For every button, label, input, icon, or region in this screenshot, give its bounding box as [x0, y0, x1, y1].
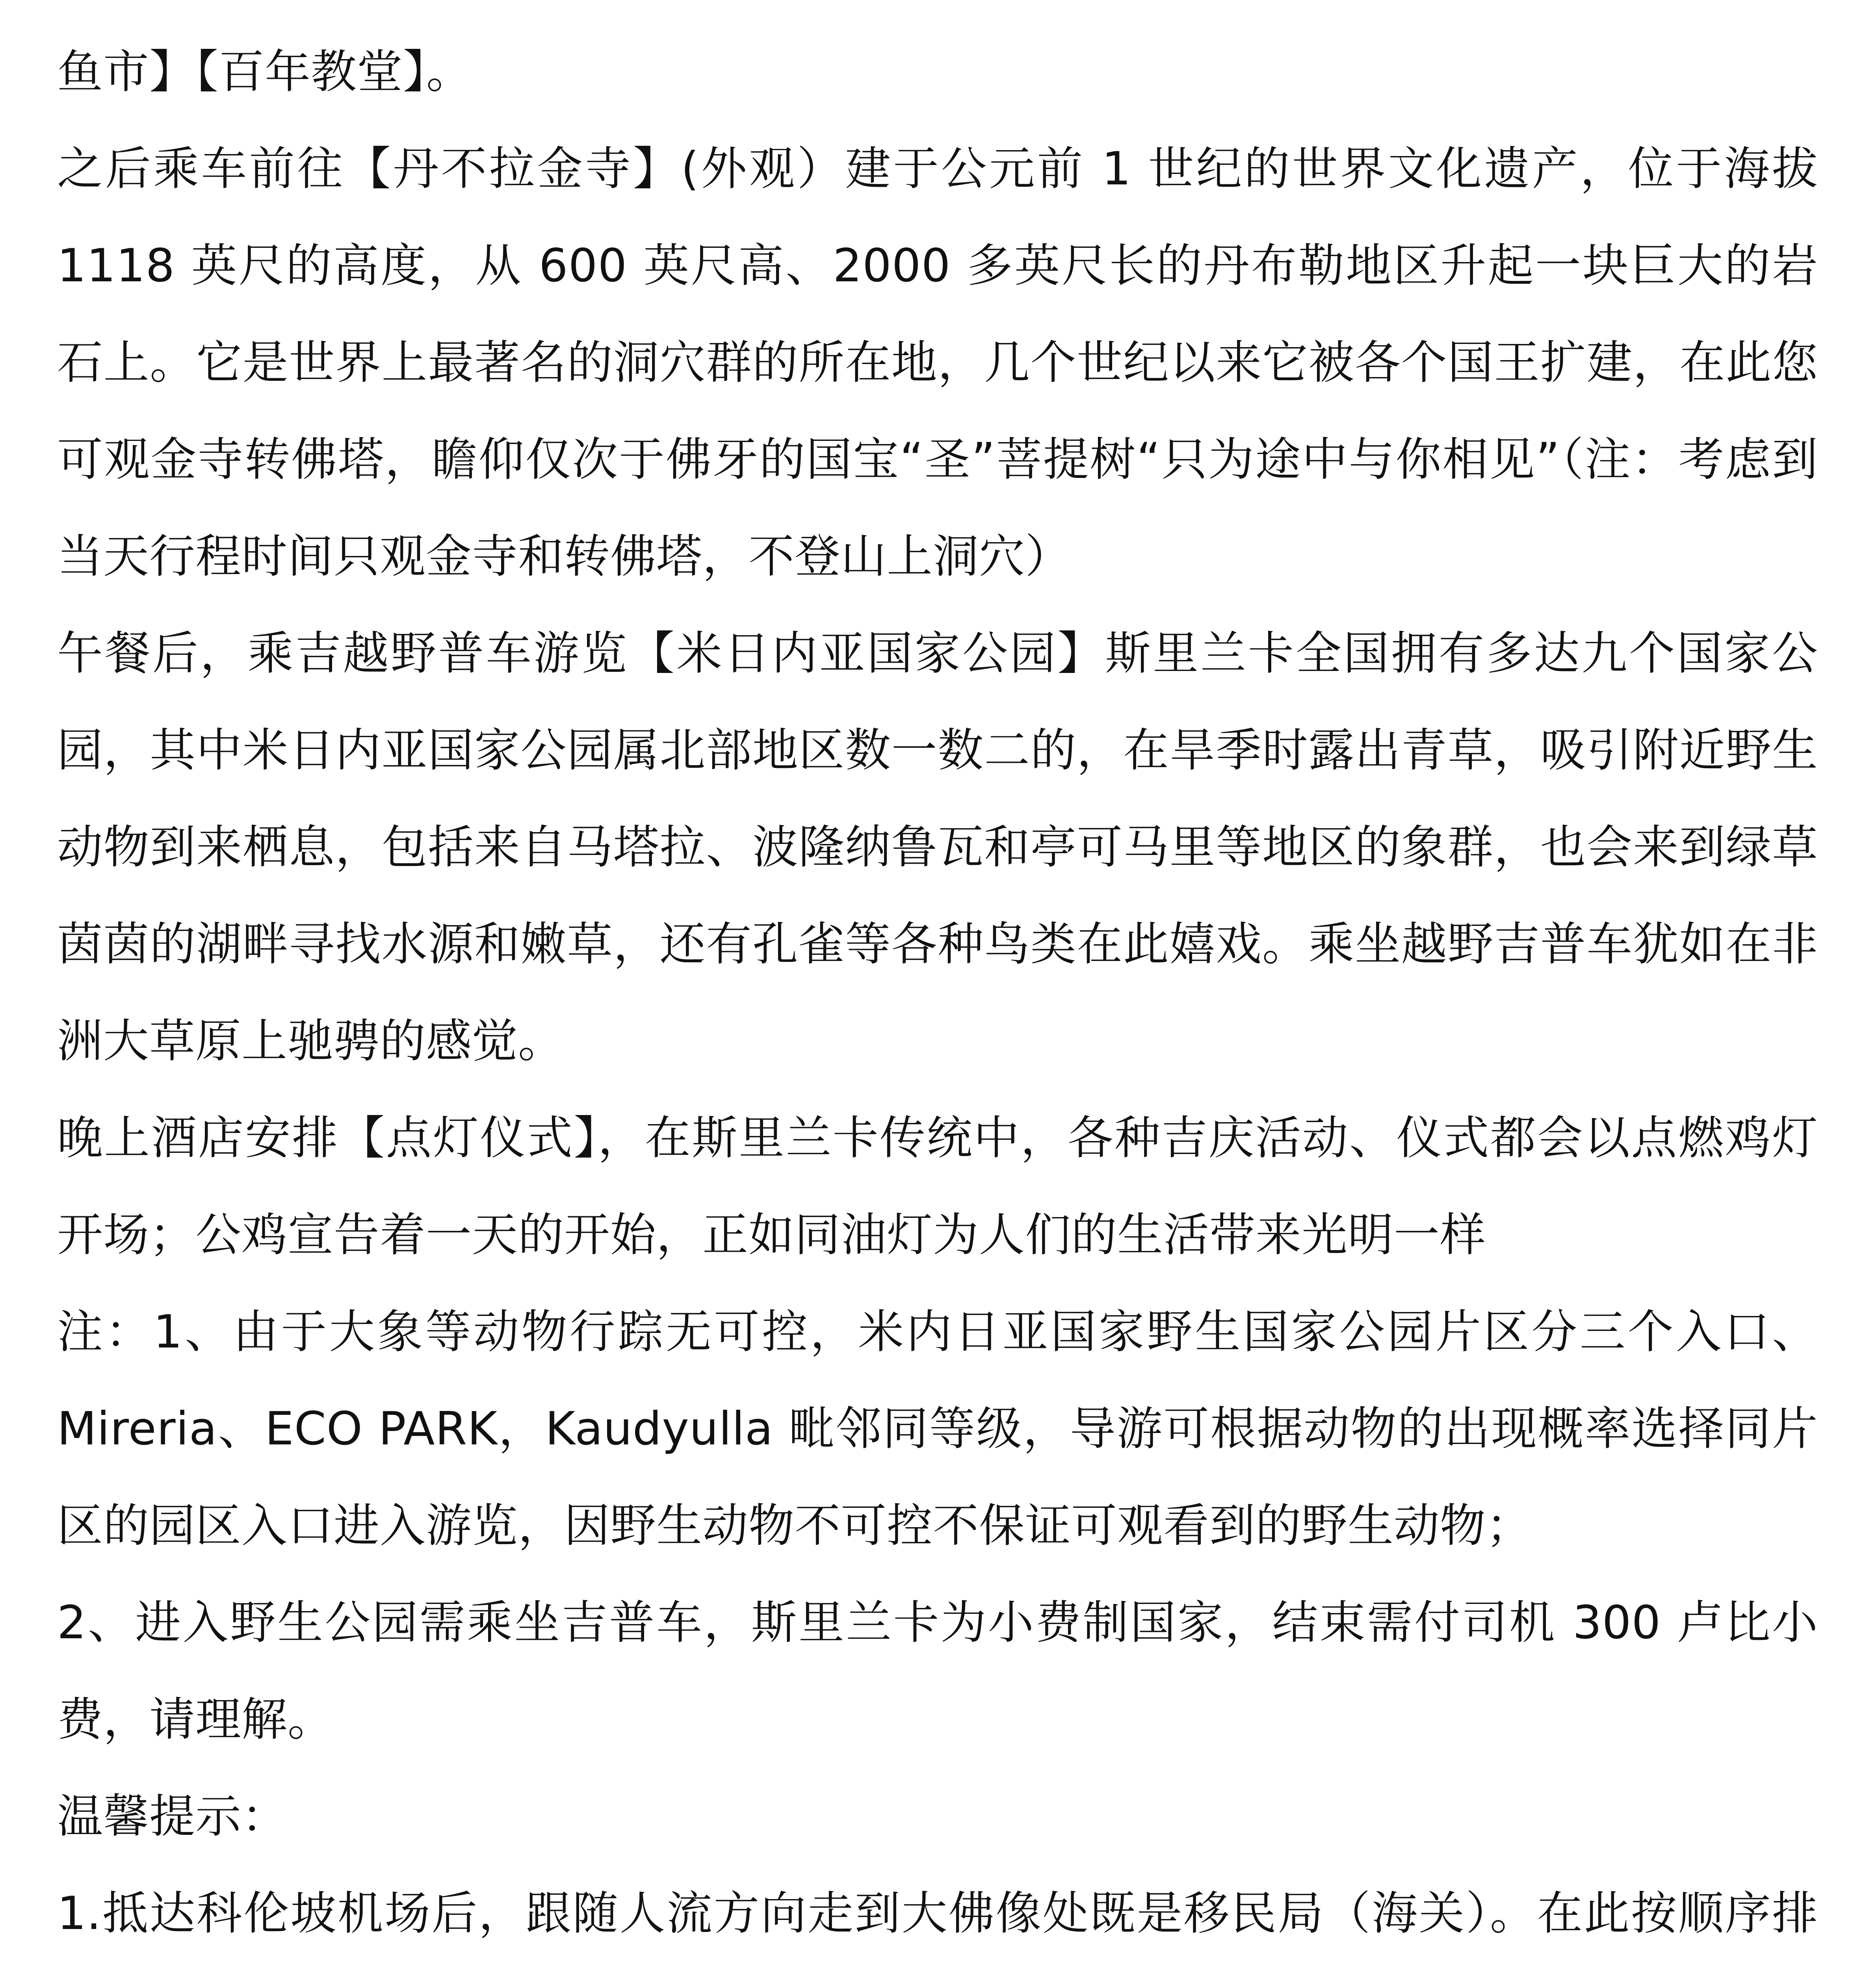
paragraph-note-1: 注：1、由于大象等动物行踪无可控，米内日亚国家野生国家公园片区分三个入口、Mireria、ECO PARK，Kaudyulla 毗邻同等级，导游可根据动物的出现概率选择同片区的园区入口进入游览，因野生动物不可控不保证可观看到的野生动物； — [57, 1305, 1818, 1552]
paragraph-dambulla-temple: 之后乘车前往【丹不拉金寺】(外观）建于公元前 1 世纪的世界文化遗产，位于海拔 1118 英尺的高度，从 600 英尺高、2000 多英尺长的丹布勒地区升起一块巨大的岩石上。它是世界上最著名的洞穴群的所在地，几个世纪以来它被各个国王扩建，在此您可观金寺转佛塔，瞻仰仅次于佛牙的国宝“圣”菩提树“只为途中与你相见”（注：考虑到当天行程时间只观金寺和转佛塔，不登山上洞穴） — [57, 142, 1818, 583]
tip-1: 1.抵达科伦坡机场后，跟随人流方向走到大佛像处既是移民局（海关）。在此按顺序排 — [57, 1887, 1818, 1940]
paragraph-fish-market: 鱼市】【百年教堂】。 — [57, 45, 472, 98]
document-body — [57, 24, 1818, 1970]
paragraph-note-2: 2、进入野生公园需乘坐吉普车，斯里兰卡为小费制国家，结束需付司机 300 卢比小费，请理解。 — [57, 1596, 1818, 1746]
paragraph-minneriya-park: 午餐后，乘吉越野普车游览【米日内亚国家公园】斯里兰卡全国拥有多达九个国家公园，其中米日内亚国家公园属北部地区数一数二的，在旱季时露出青草，吸引附近野生动物到来栖息，包括来自马塔拉、波隆纳鲁瓦和亭可马里等地区的象群，也会来到绿草茵茵的湖畔寻找水源和嫩草，还有孔雀等各种鸟类在此嬉戏。乘坐越野吉普车犹如在非洲大草原上驰骋的感觉。 — [57, 627, 1818, 1068]
tips-label: 温馨提示： — [57, 1790, 288, 1843]
paragraph-lamp-ceremony: 晚上酒店安排【点灯仪式】，在斯里兰卡传统中，各种吉庆活动、仪式都会以点燃鸡灯开场；公鸡宣告着一天的开始，正如同油灯为人们的生活带来光明一样 — [57, 1111, 1818, 1262]
